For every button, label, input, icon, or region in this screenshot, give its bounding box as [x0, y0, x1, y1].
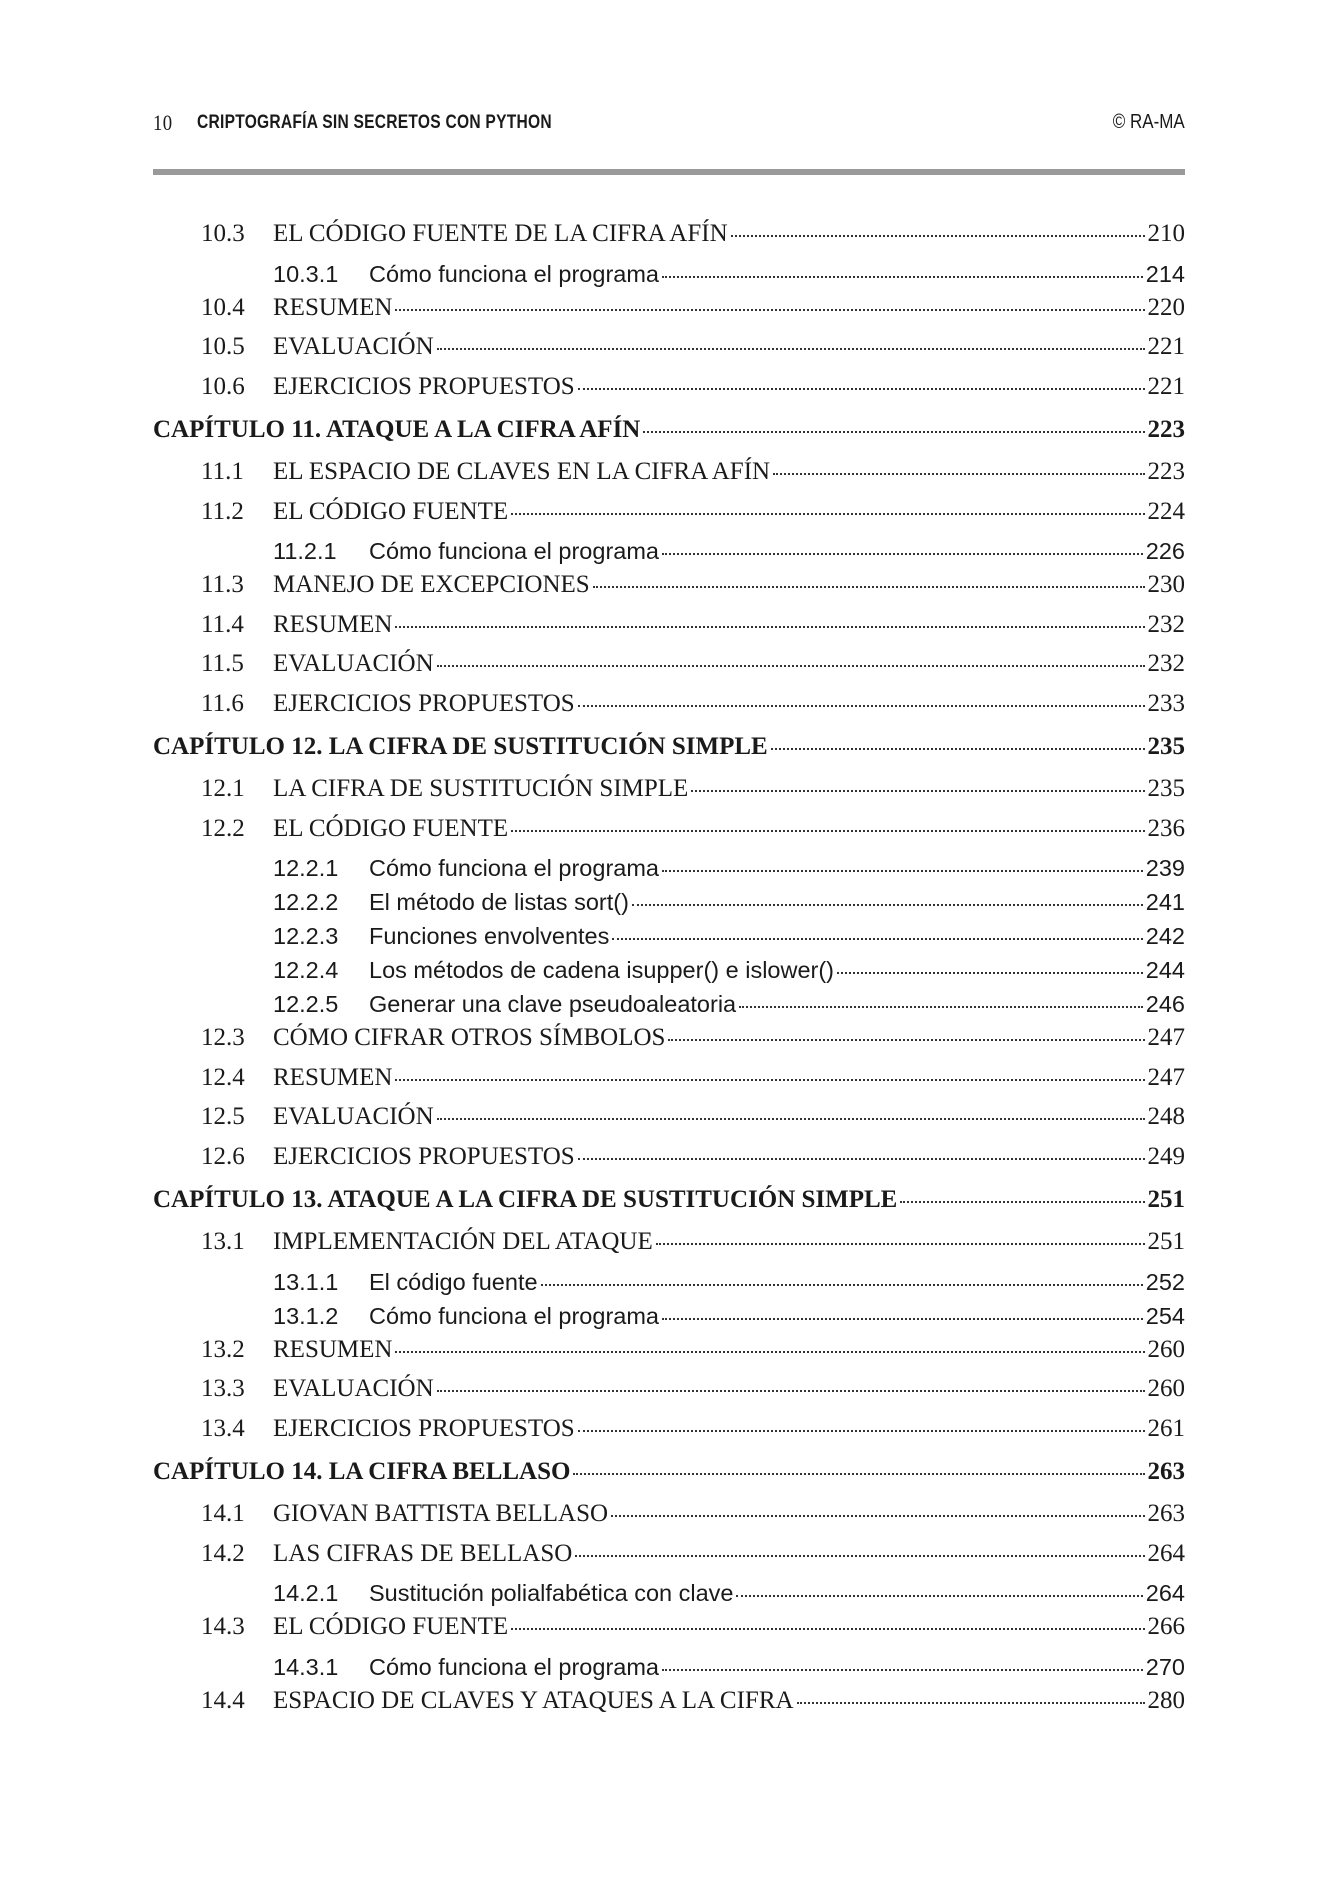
toc-entry-number: 12.2.3	[273, 923, 339, 949]
toc-subsection-entry[interactable]	[153, 1302, 1185, 1336]
dot-leader	[541, 1284, 1143, 1286]
toc-entry-number: 10.6	[201, 372, 245, 400]
toc-section-entry[interactable]	[153, 1540, 1185, 1580]
toc-subsection-entry[interactable]	[153, 854, 1185, 888]
dot-leader	[395, 309, 1144, 311]
toc-entry-page: 264	[1145, 1580, 1185, 1606]
toc-entry-number: 11.3	[201, 571, 244, 598]
dot-leader	[578, 1430, 1145, 1432]
toc-section-entry[interactable]	[153, 1024, 1185, 1064]
toc-entry-title: Generar una clave pseudoaleatoria	[369, 991, 737, 1017]
dot-leader	[578, 1158, 1145, 1160]
dot-leader	[773, 473, 1144, 475]
dot-leader	[511, 830, 1144, 832]
dot-leader	[437, 1118, 1145, 1120]
toc-entry-number: 14.2	[201, 1539, 245, 1567]
dot-leader	[837, 972, 1143, 974]
toc-entry-page: 220	[1147, 293, 1185, 321]
dot-leader	[611, 1515, 1144, 1517]
toc-entry-number: 12.2.4	[273, 957, 339, 983]
toc-entry-title: CAPÍTULO 12. LA CIFRA DE SUSTITUCIÓN SIMPLE	[153, 733, 768, 760]
toc-subsection-entry[interactable]	[153, 990, 1185, 1024]
toc-entry-title: RESUMEN	[273, 610, 393, 638]
toc-entry-number: 11.6	[201, 689, 244, 717]
toc-section-entry[interactable]	[153, 1143, 1185, 1183]
toc-entry-title: LA CIFRA DE SUSTITUCIÓN SIMPLE	[273, 775, 689, 802]
toc-entry-title: RESUMEN	[273, 1063, 393, 1091]
toc-subsection-entry[interactable]	[153, 1579, 1185, 1613]
toc-section-entry[interactable]	[153, 458, 1185, 498]
toc-entry-number: 10.5	[201, 333, 245, 360]
toc-entry-number: 12.4	[201, 1063, 245, 1091]
dot-leader	[578, 705, 1145, 707]
toc-entry-title: Cómo funciona el programa	[369, 1653, 659, 1680]
toc-entry-number: 12.3	[201, 1024, 245, 1051]
dot-leader	[437, 1390, 1145, 1392]
toc-entry-page: 280	[1147, 1686, 1185, 1714]
dot-leader	[736, 1595, 1142, 1597]
toc-entry-page: 235	[1147, 775, 1185, 802]
toc-entry-page: 247	[1147, 1024, 1185, 1051]
toc-entry-title: EVALUACIÓN	[273, 650, 434, 677]
toc-entry-number: 13.2	[201, 1335, 245, 1363]
toc-entry-title: CÓMO CIFRAR OTROS SÍMBOLOS	[273, 1024, 666, 1051]
dot-leader	[643, 431, 1144, 433]
toc-entry-number: 14.1	[201, 1500, 245, 1527]
toc-entry-page: 244	[1145, 957, 1185, 983]
toc-section-entry[interactable]	[153, 1500, 1185, 1540]
toc-entry-number: 13.1.2	[273, 1302, 339, 1329]
toc-entry-page: 264	[1147, 1539, 1185, 1567]
toc-entry-title: GIOVAN BATTISTA BELLASO	[273, 1500, 609, 1527]
toc-entry-page: 266	[1147, 1613, 1185, 1640]
toc-entry-number: 12.2.2	[273, 889, 339, 915]
toc-entry-number: 12.2	[201, 814, 245, 842]
toc-entry-number: 13.1.1	[273, 1268, 339, 1295]
toc-chapter-entry[interactable]	[153, 1186, 1185, 1228]
toc-section-entry[interactable]	[153, 775, 1185, 815]
toc-entry-page: 261	[1147, 1414, 1185, 1442]
toc-entry-title: ESPACIO DE CLAVES Y ATAQUES A LA CIFRA	[273, 1686, 794, 1714]
toc-entry-title: El método de listas sort()	[369, 889, 629, 915]
page-number: 10	[153, 110, 173, 135]
toc-entry-title: Cómo funciona el programa	[369, 855, 659, 881]
dot-leader	[578, 388, 1145, 390]
toc-entry-page: 246	[1145, 991, 1185, 1017]
toc-entry-number: 10.3.1	[273, 260, 339, 287]
dot-leader	[437, 348, 1145, 350]
toc-entry-page: 249	[1147, 1142, 1185, 1170]
dot-leader	[662, 276, 1143, 278]
toc-entry-number: 14.3.1	[273, 1653, 339, 1680]
toc-entry-page: 248	[1147, 1103, 1185, 1130]
toc-entry-page: 226	[1145, 538, 1185, 564]
toc-entry-page: 239	[1145, 855, 1185, 881]
toc-entry-number: 12.5	[201, 1103, 245, 1130]
toc-section-entry[interactable]	[153, 1415, 1185, 1455]
toc-section-entry[interactable]	[153, 373, 1185, 413]
toc-entry-number: 10.3	[201, 220, 245, 247]
toc-section-entry[interactable]	[153, 611, 1185, 651]
toc-entry-page: 210	[1147, 220, 1185, 247]
toc-entry-number: 11.2	[201, 497, 244, 525]
toc-entry-number: 11.4	[201, 610, 244, 638]
toc-entry-page: 263	[1147, 1500, 1185, 1527]
toc-entry-title: EL CÓDIGO FUENTE	[273, 814, 509, 842]
toc-entry-page: 224	[1147, 497, 1185, 525]
dot-leader	[437, 665, 1145, 667]
toc-entry-title: Cómo funciona el programa	[369, 1302, 659, 1329]
toc-section-entry[interactable]	[153, 650, 1185, 690]
toc-chapter-entry[interactable]	[153, 733, 1185, 775]
toc-entry-page: 221	[1147, 372, 1185, 400]
toc-entry-number: 12.1	[201, 775, 245, 802]
toc-chapter-entry[interactable]	[153, 1458, 1185, 1500]
dot-leader	[395, 626, 1144, 628]
toc-entry-number: 11.1	[201, 458, 244, 485]
toc-subsection-entry[interactable]	[153, 537, 1185, 571]
dot-leader	[575, 1555, 1144, 1557]
toc-section-entry[interactable]	[153, 815, 1185, 855]
dot-leader	[573, 1473, 1144, 1475]
toc-entry-number: 13.3	[201, 1375, 245, 1402]
toc-entry-number: 13.4	[201, 1414, 245, 1442]
toc-entry-page: 236	[1147, 814, 1185, 842]
toc-section-entry[interactable]	[153, 690, 1185, 730]
toc-section-entry[interactable]	[153, 1103, 1185, 1143]
toc-entry-number: 12.2.1	[273, 855, 339, 881]
toc-entry-number: 10.4	[201, 293, 245, 321]
dot-leader	[668, 1039, 1144, 1041]
toc-subsection-entry[interactable]	[153, 1653, 1185, 1687]
toc-section-entry[interactable]	[153, 333, 1185, 373]
toc-section-entry[interactable]	[153, 1375, 1185, 1415]
toc-entry-title: Cómo funciona el programa	[369, 260, 659, 287]
publisher-mark: © RA-MA	[1112, 111, 1185, 133]
toc-entry-title: El código fuente	[369, 1268, 538, 1295]
dot-leader	[739, 1006, 1143, 1008]
dot-leader	[395, 1351, 1144, 1353]
toc-entry-page: 221	[1147, 333, 1185, 360]
toc-entry-title: EJERCICIOS PROPUESTOS	[273, 1414, 575, 1442]
toc-entry-title: EVALUACIÓN	[273, 1103, 434, 1130]
toc-entry-title: Funciones envolventes	[369, 923, 610, 949]
dot-leader	[662, 1318, 1143, 1320]
toc-entry-page: 242	[1145, 923, 1185, 949]
page-header	[153, 110, 1185, 140]
dot-leader	[632, 904, 1143, 906]
toc-entry-page: 214	[1145, 260, 1185, 287]
toc-section-entry[interactable]	[153, 1687, 1185, 1727]
toc-section-entry[interactable]	[153, 220, 1185, 260]
toc-entry-title: MANEJO DE EXCEPCIONES	[273, 571, 590, 598]
toc-entry-number: 12.6	[201, 1142, 245, 1170]
dot-leader	[612, 938, 1142, 940]
toc-entry-page: 254	[1145, 1302, 1185, 1329]
dot-leader	[395, 1079, 1144, 1081]
toc-entry-page: 241	[1145, 889, 1185, 915]
toc-entry-page: 270	[1145, 1653, 1185, 1680]
toc-section-entry[interactable]	[153, 1613, 1185, 1653]
table-of-contents	[153, 220, 1185, 1726]
dot-leader	[662, 870, 1143, 872]
toc-entry-number: 14.2.1	[273, 1580, 339, 1606]
toc-entry-title: CAPÍTULO 11. ATAQUE A LA CIFRA AFÍN	[153, 416, 641, 443]
toc-entry-page: 263	[1147, 1458, 1185, 1485]
toc-entry-title: Los métodos de cadena isupper() e islower()	[369, 957, 835, 983]
dot-leader	[511, 513, 1144, 515]
toc-entry-number: 14.3	[201, 1613, 245, 1640]
toc-subsection-entry[interactable]	[153, 956, 1185, 990]
dot-leader	[691, 790, 1144, 792]
toc-entry-title: EL CÓDIGO FUENTE	[273, 1613, 509, 1640]
toc-entry-title: EJERCICIOS PROPUESTOS	[273, 689, 575, 717]
toc-entry-title: Sustitución polialfabética con clave	[369, 1580, 734, 1606]
toc-entry-title: Cómo funciona el programa	[369, 538, 659, 564]
dot-leader	[656, 1243, 1145, 1245]
toc-entry-title: RESUMEN	[273, 1335, 393, 1363]
toc-entry-title: EJERCICIOS PROPUESTOS	[273, 1142, 575, 1170]
toc-entry-page: 223	[1147, 416, 1185, 443]
toc-entry-page: 235	[1147, 733, 1185, 760]
toc-entry-title: EVALUACIÓN	[273, 333, 434, 360]
toc-section-entry[interactable]	[153, 294, 1185, 334]
toc-entry-page: 252	[1145, 1268, 1185, 1295]
toc-section-entry[interactable]	[153, 571, 1185, 611]
toc-entry-title: IMPLEMENTACIÓN DEL ATAQUE	[273, 1228, 653, 1255]
toc-subsection-entry[interactable]	[153, 1268, 1185, 1302]
toc-entry-page: 260	[1147, 1375, 1185, 1402]
toc-entry-title: CAPÍTULO 13. ATAQUE A LA CIFRA DE SUSTITUCIÓN SIMPLE	[153, 1186, 898, 1213]
toc-entry-page: 251	[1147, 1228, 1185, 1255]
dot-leader	[511, 1628, 1144, 1630]
dot-leader	[593, 586, 1145, 588]
toc-entry-number: 11.5	[201, 650, 244, 677]
book-title: CRIPTOGRAFÍA SIN SECRETOS CON PYTHON	[197, 112, 552, 133]
toc-section-entry[interactable]	[153, 498, 1185, 538]
dot-leader	[662, 1669, 1143, 1671]
toc-entry-number: 11.2.1	[273, 538, 337, 564]
dot-leader	[900, 1201, 1144, 1203]
toc-entry-number: 13.1	[201, 1228, 245, 1255]
toc-chapter-entry[interactable]	[153, 416, 1185, 458]
dot-leader	[662, 553, 1143, 555]
toc-entry-number: 14.4	[201, 1686, 245, 1714]
toc-section-entry[interactable]	[153, 1064, 1185, 1104]
header-rule	[153, 169, 1185, 175]
toc-entry-title: EVALUACIÓN	[273, 1375, 434, 1402]
toc-section-entry[interactable]	[153, 1336, 1185, 1376]
toc-entry-page: 260	[1147, 1335, 1185, 1363]
toc-entry-page: 251	[1147, 1186, 1185, 1213]
toc-entry-title: RESUMEN	[273, 293, 393, 321]
dot-leader	[771, 748, 1145, 750]
dot-leader	[797, 1702, 1145, 1704]
toc-subsection-entry[interactable]	[153, 888, 1185, 922]
toc-entry-title: EL CÓDIGO FUENTE DE LA CIFRA AFÍN	[273, 220, 728, 247]
toc-entry-page: 247	[1147, 1063, 1185, 1091]
toc-subsection-entry[interactable]	[153, 260, 1185, 294]
toc-entry-title: EJERCICIOS PROPUESTOS	[273, 372, 575, 400]
toc-section-entry[interactable]	[153, 1228, 1185, 1268]
toc-entry-page: 233	[1147, 689, 1185, 717]
toc-entry-page: 223	[1147, 458, 1185, 485]
toc-entry-title: LAS CIFRAS DE BELLASO	[273, 1539, 573, 1567]
toc-subsection-entry[interactable]	[153, 922, 1185, 956]
toc-entry-number: 12.2.5	[273, 991, 339, 1017]
toc-entry-page: 232	[1147, 610, 1185, 638]
toc-entry-title: EL CÓDIGO FUENTE	[273, 497, 509, 525]
toc-entry-title: CAPÍTULO 14. LA CIFRA BELLASO	[153, 1458, 571, 1485]
toc-entry-page: 232	[1147, 650, 1185, 677]
toc-entry-title: EL ESPACIO DE CLAVES EN LA CIFRA AFÍN	[273, 458, 771, 485]
dot-leader	[731, 235, 1145, 237]
toc-entry-page: 230	[1147, 571, 1185, 598]
